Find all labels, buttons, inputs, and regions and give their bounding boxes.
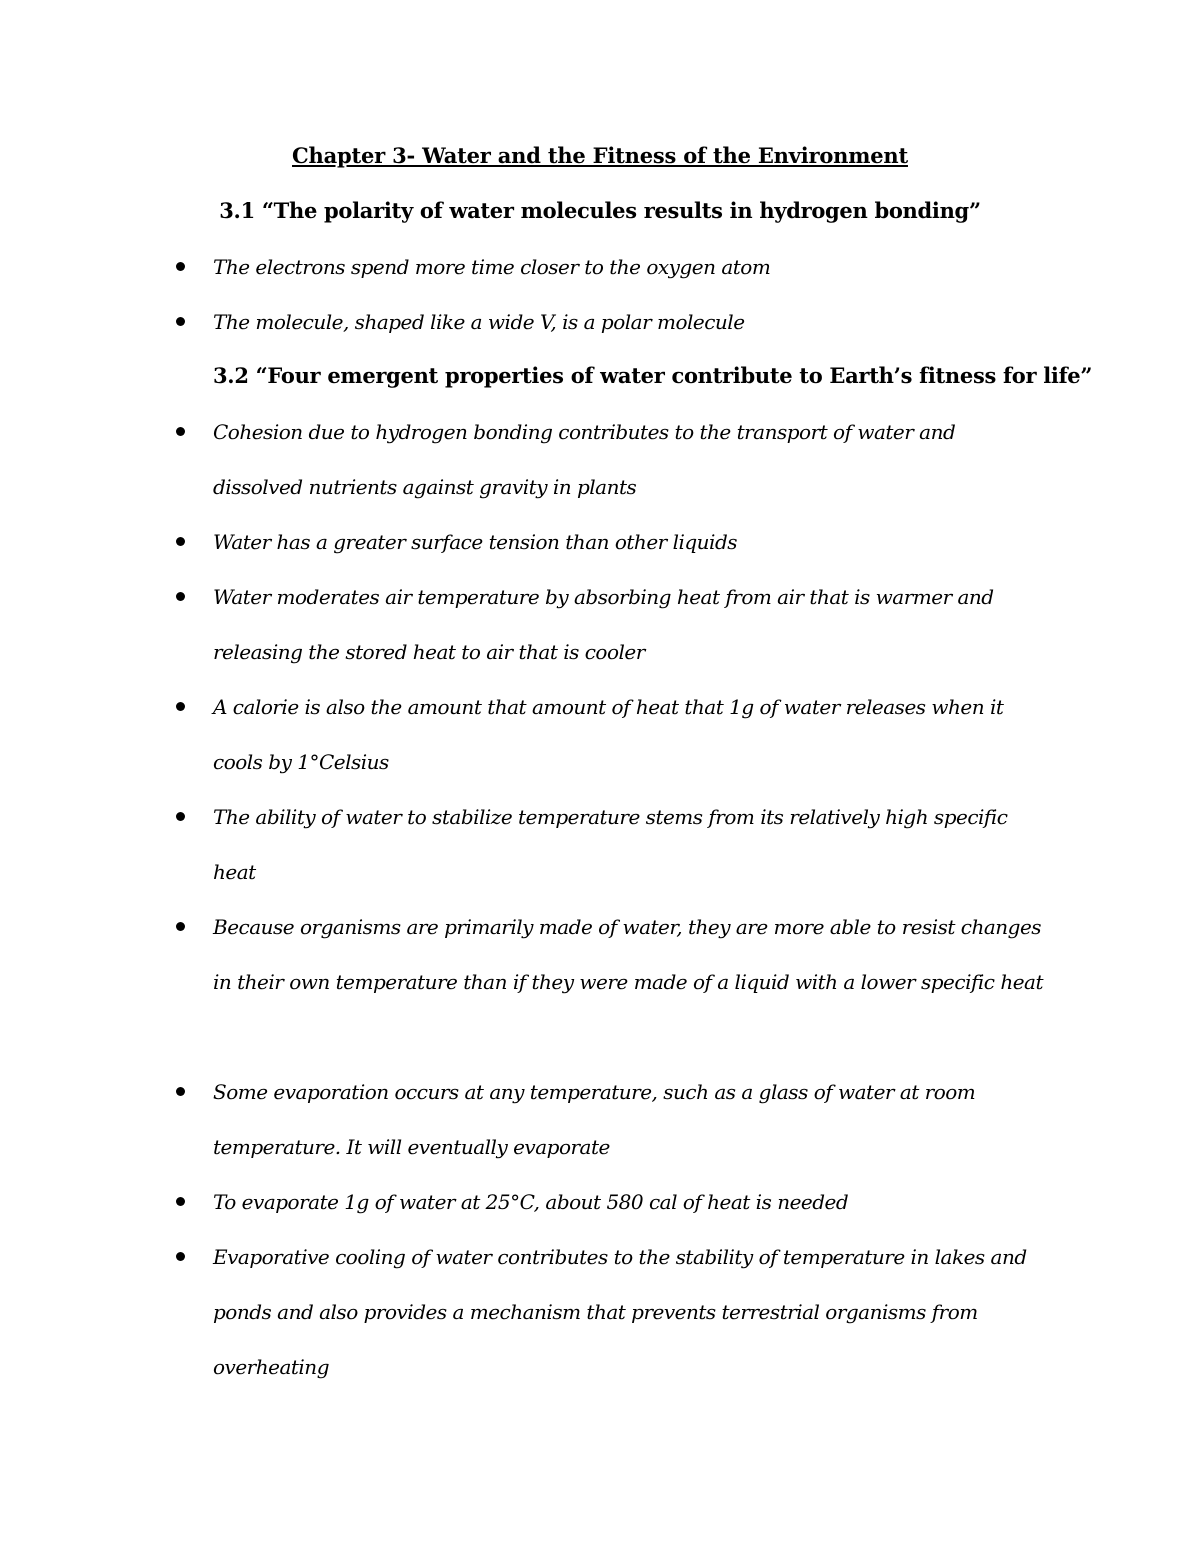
bullet-icon — [176, 1252, 185, 1261]
bullet-icon — [176, 702, 185, 711]
list-item: The electrons spend more time closer to the oxygen atom — [213, 255, 771, 279]
chapter-title: Chapter 3- Water and the Fitness of the Environment — [292, 143, 908, 168]
bullet-icon — [176, 1197, 185, 1206]
bullet-icon — [176, 812, 185, 821]
list-item: A calorie is also the amount that amount of heat that 1g of water releases when it cools by 1°Celsius — [213, 695, 1004, 774]
bullet-icon — [176, 537, 185, 546]
list-item: Water has a greater surface tension than other liquids — [213, 530, 738, 554]
list-item: Because organisms are primarily made of water, they are more able to resist changes in their own temperature than if they were made of a liquid with a lower specific heat — [213, 915, 1044, 994]
section-heading-3-2: 3.2 “Four emergent properties of water contribute to Earth’s fitness for life” — [213, 363, 1093, 388]
list-item: The molecule, shaped like a wide V, is a polar molecule — [213, 310, 745, 334]
bullet-icon — [176, 592, 185, 601]
bullet-icon — [176, 427, 185, 436]
section-heading-3-1: 3.1 “The polarity of water molecules results in hydrogen bonding” — [219, 198, 981, 223]
bullet-icon — [176, 262, 185, 271]
list-item: The ability of water to stabilize temperature stems from its relatively high specific heat — [213, 805, 1008, 884]
list-item: To evaporate 1g of water at 25°C, about 580 cal of heat is needed — [213, 1190, 849, 1214]
bullet-icon — [176, 1087, 185, 1096]
list-item: Evaporative cooling of water contributes to the stability of temperature in lakes and ponds and also provides a mechanism that prevents terrestrial organisms from overheating — [213, 1245, 1027, 1379]
list-item: Some evaporation occurs at any temperature, such as a glass of water at room temperature. It will eventually evaporate — [213, 1080, 976, 1159]
bullet-icon — [176, 317, 185, 326]
list-item: Water moderates air temperature by absorbing heat from air that is warmer and releasing the stored heat to air that is cooler — [213, 585, 994, 664]
bullet-icon — [176, 922, 185, 931]
list-item: Cohesion due to hydrogen bonding contributes to the transport of water and dissolved nutrients against gravity in plants — [213, 420, 956, 499]
